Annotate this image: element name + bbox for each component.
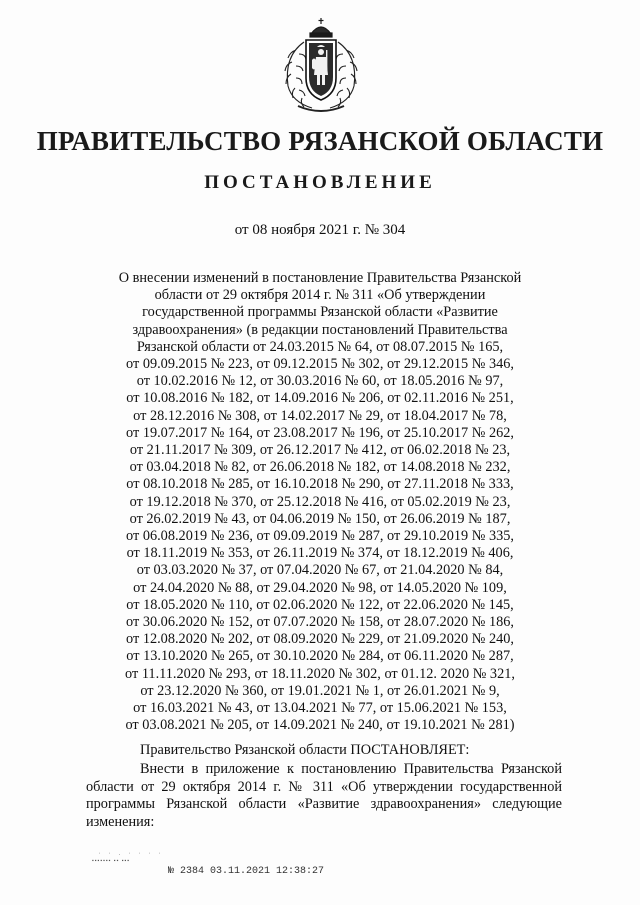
subject-line: государственной программы Рязанской области «Развитие <box>142 304 498 321</box>
shield-icon <box>306 40 336 100</box>
subject-line: от 30.06.2020 № 152, от 07.07.2020 № 158, от 28.07.2020 № 186, <box>126 614 514 631</box>
subject-line: от 10.08.2016 № 182, от 14.09.2016 № 206, от 02.11.2016 № 251, <box>126 390 514 407</box>
subject-line: от 12.08.2020 № 202, от 08.09.2020 № 229, от 21.09.2020 № 240, <box>126 631 514 648</box>
subject-line: от 08.10.2018 № 285, от 16.10.2018 № 290, от 27.11.2018 № 333, <box>126 476 514 493</box>
subject-line: от 23.12.2020 № 360, от 19.01.2021 № 1, от 26.01.2021 № 9, <box>140 682 500 699</box>
subject-line: от 28.12.2016 № 308, от 14.02.2017 № 29, от 18.04.2017 № 78, <box>133 407 507 424</box>
subject-line: от 26.02.2019 № 43, от 04.06.2019 № 150, от 26.06.2019 № 187, <box>129 510 511 527</box>
subject-line: от 19.12.2018 № 370, от 25.12.2018 № 416, от 05.02.2019 № 23, <box>129 493 511 510</box>
ribbon <box>298 106 344 111</box>
document-subject <box>100 270 540 734</box>
registration-stamp: № 2384 03.11.2021 12:38:27 <box>168 866 325 877</box>
subject-line: от 09.09.2015 № 223, от 09.12.2015 № 302, от 29.12.2015 № 346, <box>126 356 514 373</box>
subject-line: от 11.11.2020 № 293, от 18.11.2020 № 302, от 01.12. 2020 № 321, <box>125 665 515 682</box>
scan-artifact: · · . · · · · <box>98 851 164 857</box>
decree-intro: Правительство Рязанской области ПОСТАНОВЛЯЕТ: <box>140 742 470 758</box>
subject-line: О внесении изменений в постановление Правительства Рязанской <box>118 270 522 286</box>
subject-line: от 16.03.2021 № 43, от 13.04.2021 № 77, от 15.06.2021 № 153, <box>133 700 507 717</box>
document-type: ПОСТАНОВЛЕНИЕ <box>204 172 436 193</box>
subject-line: Рязанской области от 24.03.2015 № 64, от 08.07.2015 № 165, <box>136 338 504 355</box>
subject-line: области от 29 октября 2014 г. № 311 «Об утверждении <box>154 287 486 304</box>
crown-icon <box>310 18 332 37</box>
subject-line: от 18.11.2019 № 353, от 26.11.2019 № 374, от 18.12.2019 № 406, <box>126 545 514 562</box>
coat-of-arms-emblem <box>274 16 368 116</box>
subject-line: от 24.04.2020 № 88, от 29.04.2020 № 98, от 14.05.2020 № 109, <box>133 579 507 596</box>
subject-line: здравоохранения» (в редакции постановлений Правительства <box>132 321 508 338</box>
subject-line: от 03.03.2020 № 37, от 07.04.2020 № 67, от 21.04.2020 № 84, <box>136 562 504 579</box>
subject-line: от 13.10.2020 № 265, от 30.10.2020 № 284, от 06.11.2020 № 287, <box>126 648 514 665</box>
subject-line: от 10.02.2016 № 12, от 30.03.2016 № 60, от 18.05.2016 № 97, <box>136 373 504 390</box>
amendment-paragraph: Внести в приложение к постановлению Правительства Рязанской области от 29 октября 2014 г. № 311 «Об утверждении государственной программы Рязанской области «Развитие здравоохранения» следующие изменения: <box>86 761 562 830</box>
subject-line: от 03.04.2018 № 82, от 26.06.2018 № 182, от 14.08.2018 № 232, <box>129 459 511 476</box>
document-body <box>86 742 562 831</box>
subject-line: от 19.07.2017 № 164, от 23.08.2017 № 196, от 25.10.2017 № 262, <box>126 424 514 441</box>
subject-line: от 21.11.2017 № 309, от 26.12.2017 № 412, от 06.02.2018 № 23, <box>129 442 511 459</box>
government-title: ПРАВИТЕЛЬСТВО РЯЗАНСКОЙ ОБЛАСТИ <box>36 126 604 156</box>
subject-line: от 06.08.2019 № 236, от 09.09.2019 № 287, от 29.10.2019 № 335, <box>126 528 514 545</box>
subject-line: от 18.05.2020 № 110, от 02.06.2020 № 122, от 22.06.2020 № 145, <box>126 596 514 613</box>
footer-microprint: ▪▪▪▪▪▪▪ ▪▪ ▪▪▪ <box>92 858 131 864</box>
subject-line: от 03.08.2021 № 205, от 14.09.2021 № 240, от 19.10.2021 № 281) <box>125 717 515 734</box>
document-date-number: от 08 ноября 2021 г. № 304 <box>234 222 406 238</box>
